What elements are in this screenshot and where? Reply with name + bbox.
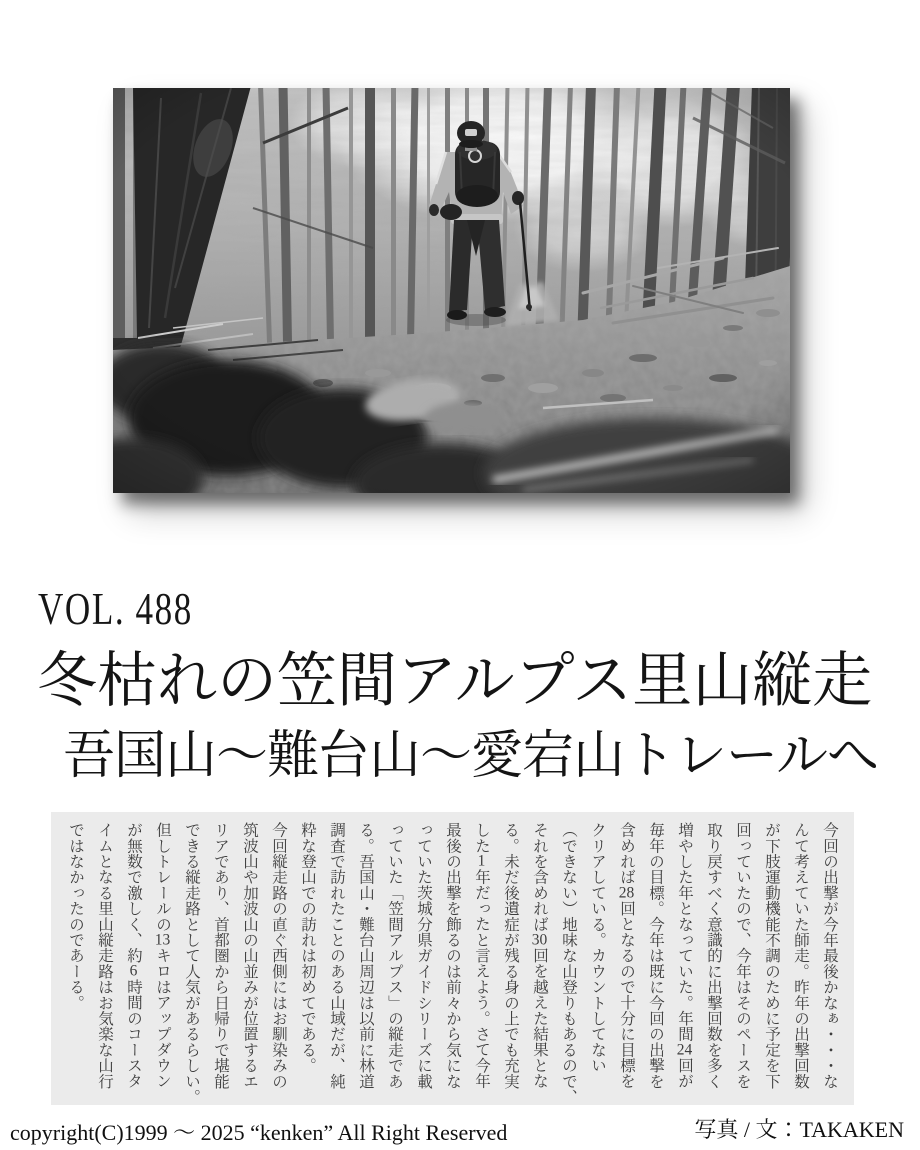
title-line2: 吾国山～難台山～愛宕山トレールへ bbox=[63, 728, 878, 785]
article-column: 調査で訪れたことのある山域だが、純 bbox=[328, 822, 345, 1089]
article-column: した1年だったと言えよう。さて今年 bbox=[473, 822, 490, 1089]
article-column: が無数で激しく、約6時間のコースタ bbox=[125, 822, 142, 1089]
article-column: （できない）地味な山登りもあるので、 bbox=[560, 822, 577, 1105]
article-column: が下肢運動機能不調のために予定を下 bbox=[763, 822, 780, 1089]
article-column: イムとなる里山縦走路はお気楽な山行 bbox=[96, 822, 113, 1089]
article-column: できる縦走路として人気があるらしい。 bbox=[183, 822, 200, 1105]
volume-label: VOL. 488 bbox=[38, 584, 193, 634]
article-column: る。吾国山・難台山周辺は以前に林道 bbox=[357, 822, 374, 1089]
article-column: 取り戻すべく意識的に出撃回数を多く bbox=[705, 822, 722, 1089]
article-column: 筑波山や加波山の山並みが位置するエ bbox=[241, 822, 258, 1089]
article-column: 今回の出撃が今年最後かなぁ・・・な bbox=[821, 822, 838, 1089]
article-column: 今回縦走路の直ぐ西側にはお馴染みの bbox=[270, 822, 287, 1089]
trail-photo-image bbox=[113, 88, 790, 493]
article-column: っていた「笠間アルプス」の縦走であ bbox=[386, 822, 403, 1089]
article-column: る。未だ後遺症が残る身の上でも充実 bbox=[502, 822, 519, 1089]
article-column: 増やした年となっていた。年間24回が bbox=[676, 822, 693, 1089]
credit-text: 写真 / 文：TAKAKEN bbox=[694, 1117, 904, 1142]
article-body bbox=[51, 812, 854, 1105]
article-column: それを含めれば30回を越えた結果とな bbox=[531, 822, 548, 1089]
article-column: 回っていたので、今年はそのペースを bbox=[734, 822, 751, 1089]
article-column: 最後の出撃を飾るのは前々から気にな bbox=[444, 822, 461, 1089]
article-column: 含めれば28回となるので十分に目標を bbox=[618, 822, 635, 1089]
article-column: 毎年の目標。今年は既に今回の出撃を bbox=[647, 822, 664, 1089]
article-column: っていた茨城分県ガイドシリーズに載 bbox=[415, 822, 432, 1089]
trail-photo bbox=[113, 88, 790, 493]
article-column: クリアしている。カウントしてない bbox=[589, 822, 606, 1074]
article-column: ではなかったのであーる。 bbox=[67, 822, 84, 1011]
photo-vignette bbox=[113, 88, 790, 493]
title-line1: 冬枯れの笠間アルプス里山縦走 bbox=[37, 648, 873, 714]
article-column: 粋な登山での訪れは初めてである。 bbox=[299, 822, 316, 1074]
article-column: リアであり、首都圏から日帰りで堪能 bbox=[212, 822, 229, 1089]
copyright-text: copyright(C)1999 ～ 2025 “kenken” All Right Reserved bbox=[10, 1120, 508, 1145]
article-column: んて考えていた師走。昨年の出撃回数 bbox=[792, 822, 809, 1089]
article-column: 但しトレールの13キロはアップダウン bbox=[154, 822, 171, 1089]
